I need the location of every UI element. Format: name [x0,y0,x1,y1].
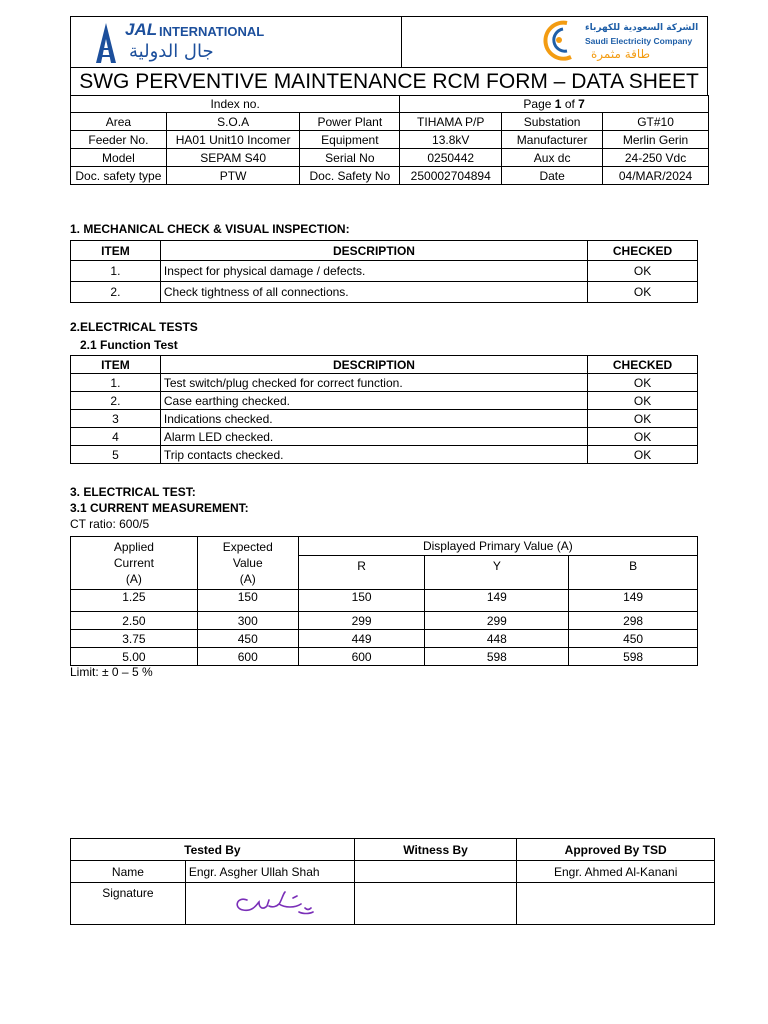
table-row: 3 Indications checked. OK [71,410,698,428]
jal-logo-en-1: JAL [125,20,158,39]
approved-signature-cell [517,883,715,925]
header-box [70,16,708,68]
info-row: Feeder No. HA01 Unit10 Incomer Equipment 13.8kV Manufacturer Merlin Gerin [71,131,709,149]
page-indicator: Page 1 of 7 [400,96,709,113]
handwritten-signature-icon [229,886,319,922]
tested-by-header: Tested By [71,839,355,861]
table-row: 5.00 600 600 598 598 [71,648,698,666]
current-table: Applied Current (A) Expected Value (A) Displayed Primary Value (A) R Y B 1.25 150 150 149 149 2.50 300 299 299 298 3.75 450 449 448 450 5.00 600 600 598 598 [70,536,698,666]
table-row: 3.75 450 449 448 450 [71,630,698,648]
info-row: Model SEPAM S40 Serial No 0250442 Aux dc 24-250 Vdc [71,149,709,167]
info-row: Doc. safety type PTW Doc. Safety No 250002704894 Date 04/MAR/2024 [71,167,709,185]
jal-tower-icon [91,21,121,65]
section-elec-title: 2.ELECTRICAL TESTS [70,320,198,334]
signature-cell [185,883,354,925]
sec-logo-icon [537,17,581,65]
witness-signature-cell [354,883,517,925]
limit-note: Limit: ± 0 – 5 % [70,665,153,679]
sec-logo-ar-1: الشركة السعودية للكهرباء [585,23,699,33]
jal-logo-ar: جال الدولية [129,41,214,62]
approved-name: Engr. Ahmed Al-Kanani [517,861,715,883]
ct-ratio: CT ratio: 600/5 [70,517,150,531]
info-table [70,95,709,185]
page-title: SWG PERVENTIVE MAINTENANCE RCM FORM – DATA SHEET [70,68,708,96]
applied-current-header: Applied Current (A) [71,537,198,590]
table-row: 5 Trip contacts checked. OK [71,446,698,464]
table-row: 2. Check tightness of all connections. OK [71,282,698,303]
table-row: 1. Test switch/plug checked for correct function. OK [71,374,698,392]
table-row: 1.25 150 150 149 149 [71,590,698,612]
sec-logo-ar-2: طاقة مثمرة [591,47,651,61]
mech-table: ITEM DESCRIPTION CHECKED 1. Inspect for physical damage / defects. OK 2. Check tightness of all connections. OK [70,240,698,303]
info-row: Area S.O.A Power Plant TIHAMA P/P Substation GT#10 [71,113,709,131]
table-row: 1. Inspect for physical damage / defects. OK [71,261,698,282]
jal-logo-en-2: INTERNATIONAL [159,24,265,39]
table-row: 2. Case earthing checked. OK [71,392,698,410]
section-current-title: 3. ELECTRICAL TEST: [70,485,196,499]
signature-table [70,838,715,925]
table-row: 2.50 300 299 299 298 [71,612,698,630]
index-label: Index no. [71,96,400,113]
displayed-value-header: Displayed Primary Value (A) [298,537,697,556]
witness-by-header: Witness By [354,839,517,861]
signature-label: Signature [71,883,186,925]
approved-by-header: Approved By TSD [517,839,715,861]
section-elec-subtitle: 2.1 Function Test [80,338,178,352]
section-current-subtitle: 3.1 CURRENT MEASUREMENT: [70,501,249,515]
expected-value-header: Expected Value (A) [197,537,298,590]
name-label: Name [71,861,186,883]
tested-name: Engr. Asgher Ullah Shah [185,861,354,883]
function-test-table: ITEM DESCRIPTION CHECKED 1. Test switch/plug checked for correct function. OK 2. Case earthing checked. OK 3 Indications checked. OK 4 Alarm LED checked. OK 5 Trip contacts checked. OK [70,355,698,464]
table-row: 4 Alarm LED checked. OK [71,428,698,446]
section-mech-title: 1. MECHANICAL CHECK & VISUAL INSPECTION: [70,222,350,236]
witness-name [354,861,517,883]
sec-logo-en: Saudi Electricity Company [585,36,693,46]
